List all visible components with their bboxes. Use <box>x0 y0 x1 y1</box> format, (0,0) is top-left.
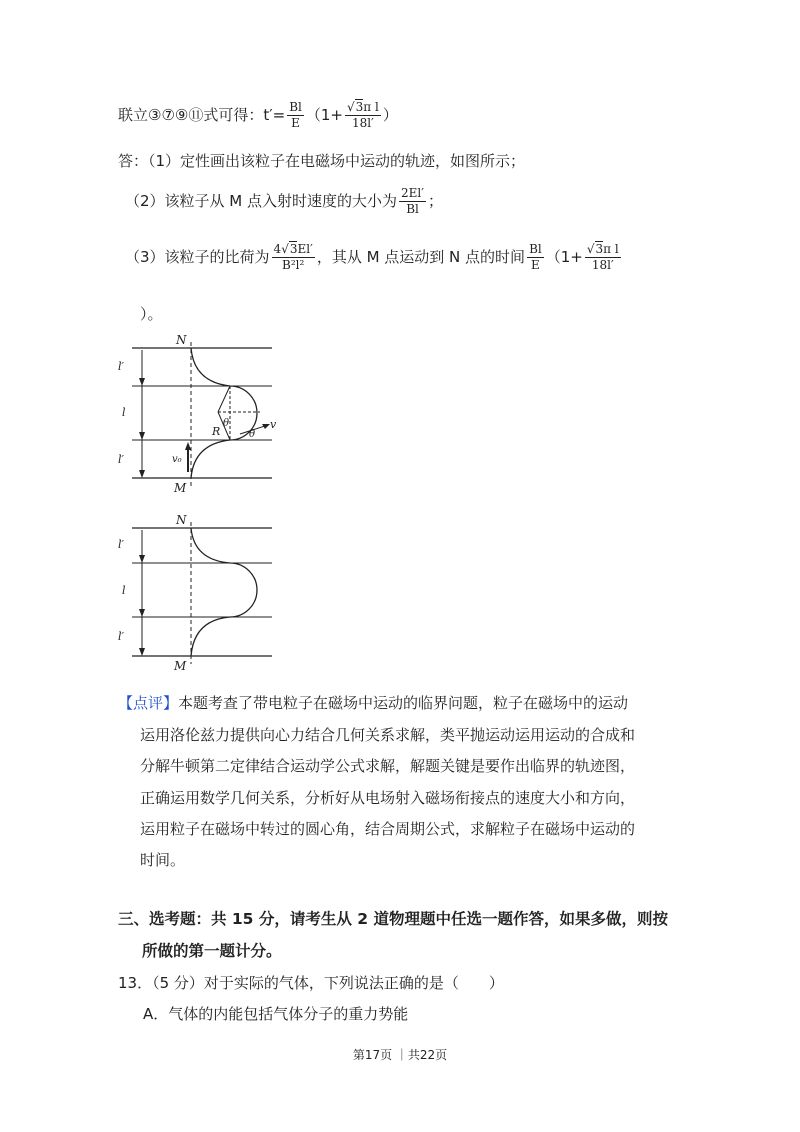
svg-text:R: R <box>212 425 221 438</box>
fraction-velocity: $\frac{2El'}{Bl}$ <box>401 186 424 216</box>
answer-part1: 答：（1）定性画出该粒子在电磁场中运动的轨迹，如图所示； <box>118 152 526 170</box>
svg-text:v₀: v₀ <box>172 454 182 465</box>
formula-line: 联立③⑦⑨⑪式可得：t′= $\frac{Bl}{E}$ （1+ $\frac{\text{√3π l}}{18l'}$ ） <box>118 100 398 130</box>
svg-text:l′: l′ <box>118 360 125 373</box>
comment-tag: 【点评】 <box>118 694 179 712</box>
svg-text:θ: θ <box>249 429 256 440</box>
fraction-sqrt3-pi: $\frac{\text{√3π l}}{18l'}$ <box>346 100 379 130</box>
trajectory-figure-1 <box>110 330 300 495</box>
svg-text:l: l <box>122 584 126 597</box>
fraction-charge-ratio: $\frac{4√3El'}{\text{B²l²}}$ <box>273 242 313 272</box>
question-13-stem: 13．（5 分）对于实际的气体，下列说法正确的是（ ） <box>118 974 504 992</box>
page-footer: 第17页 ｜共22页 <box>352 1048 448 1062</box>
answer-label: 答： <box>118 152 149 170</box>
label-n: N <box>176 333 187 347</box>
comment-line-1: 【点评】本题考查了带电粒子在磁场中运动的临界问题，粒子在磁场中的运动 <box>118 694 629 712</box>
comment-line-6: 时间。 <box>140 851 186 869</box>
comment-line-5: 运用粒子在磁场中转过的圆心角，结合周期公式，求解粒子在磁场中运动的 <box>140 820 636 838</box>
section-heading-2: 所做的第一题计分。 <box>142 942 282 960</box>
fraction-time2: $\frac{\text{√3π l}}{18l'}$ <box>586 242 619 272</box>
svg-text:l′: l′ <box>118 538 125 551</box>
question-13-option-a: A．气体的内能包括气体分子的重力势能 <box>143 1005 409 1023</box>
comment-line-3: 分解牛顿第二定律结合运动学公式求解，解题关键是要作出临界的轨迹图， <box>140 757 636 775</box>
comment-line-4: 正确运用数学几何关系，分析好从电场射入磁场衔接点的速度大小和方向， <box>140 789 636 807</box>
svg-text:l: l <box>122 406 126 419</box>
answer-part2: （2）该粒子从 M 点入射时速度的大小为 $\frac{2El'}{Bl}$ ； <box>125 186 444 216</box>
svg-text:l′: l′ <box>118 630 125 643</box>
svg-text:v: v <box>270 418 277 431</box>
fraction-time: $\frac{Bl}{E}$ <box>529 242 542 272</box>
label-m: M <box>174 481 187 495</box>
answer-part3: （3）该粒子的比荷为 $\frac{4√3El'}{\text{B²l²}}$ ，其从 M 点运动到 N 点的时间 $\frac{Bl}{E}$ （1+ $\frac{\text{√3π l}}{18l'}$ <box>125 242 619 272</box>
fraction-bl-e: $\frac{Bl}{E}$ <box>289 100 302 130</box>
svg-text:l′: l′ <box>118 453 125 466</box>
answer-part3-end: ）。 <box>140 305 163 323</box>
label-m: M <box>174 659 187 673</box>
svg-text:θ: θ <box>223 418 230 429</box>
comment-line-2: 运用洛伦兹力提供向心力结合几何关系求解，类平抛运动运用运动的合成和 <box>140 726 636 744</box>
trajectory-figure-2 <box>110 510 300 675</box>
formula-prefix: 联立③⑦⑨⑪式可得：t′= <box>118 106 286 124</box>
label-n: N <box>176 513 187 527</box>
section-heading: 三、选考题：共 15 分，请考生从 2 道物理题中任选一题作答，如果多做，则按 <box>118 910 668 928</box>
